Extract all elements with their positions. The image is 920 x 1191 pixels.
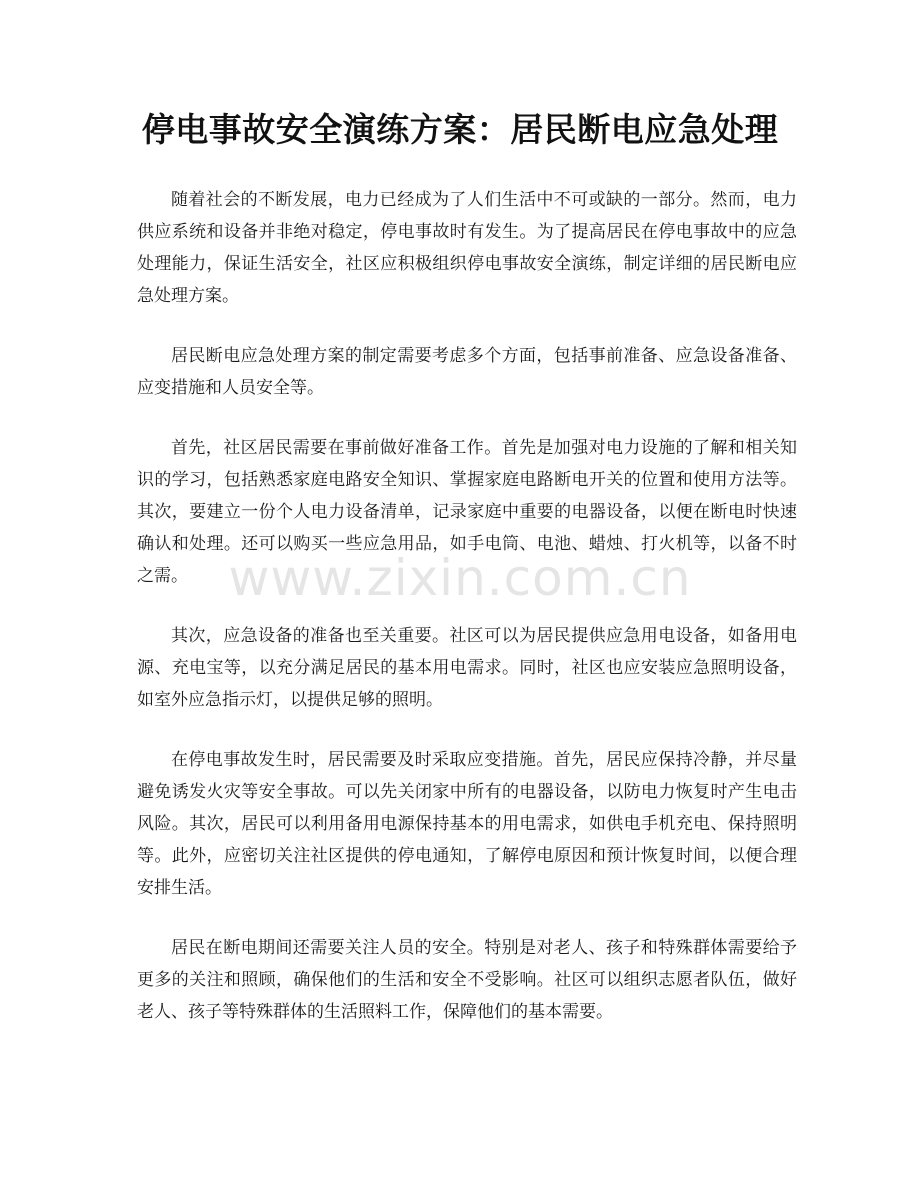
document-title: 停电事故安全演练方案：居民断电应急处理 bbox=[141, 110, 779, 149]
paragraph-6: 居民在断电期间还需要关注人员的安全。特别是对老人、孩子和特殊群体需要给予更多的关注和照顾，确保他们的生活和安全不受影响。社区可以组织志愿者队伍，做好老人、孩子等特殊群体的生活照料工作，保障他们的基本需要。 bbox=[137, 938, 797, 1022]
document-body bbox=[137, 184, 797, 1056]
paragraph-5: 在停电事故发生时，居民需要及时采取应变措施。首先，居民应保持冷静，并尽量避免诱发火灾等安全事故。可以先关闭家中所有的电器设备，以防电力恢复时产生电击风险。其次，居民可以利用备用电源保持基本的用电需求，如供电手机充电、保持照明等。此外，应密切关注社区提供的停电通知，了解停电原因和预计恢复时间，以便合理安排生活。 bbox=[137, 750, 797, 898]
watermark-text: www.zixin.com.cn bbox=[228, 549, 692, 607]
paragraph-4: 其次，应急设备的准备也至关重要。社区可以为居民提供应急用电设备，如备用电源、充电宝等，以充分满足居民的基本用电需求。同时，社区也应安装应急照明设备，如室外应急指示灯，以提供足够的照明。 bbox=[137, 626, 797, 710]
paragraph-3: 首先，社区居民需要在事前做好准备工作。首先是加强对电力设施的了解和相关知识的学习，包括熟悉家庭电路安全知识、掌握家庭电路断电开关的位置和使用方法等。其次，要建立一份个人电力设备清单，记录家庭中重要的电器设备，以便在断电时快速确认和处理。还可以购买一些应急用品，如手电筒、电池、蜡烛、打火机等，以备不时之需。 bbox=[137, 438, 797, 586]
paragraph-2: 居民断电应急处理方案的制定需要考虑多个方面，包括事前准备、应急设备准备、应变措施和人员安全等。 bbox=[137, 346, 797, 398]
paragraph-1: 随着社会的不断发展，电力已经成为了人们生活中不可或缺的一部分。然而，电力供应系统和设备并非绝对稳定，停电事故时有发生。为了提高居民在停电事故中的应急处理能力，保证生活安全，社区应积极组织停电事故安全演练，制定详细的居民断电应急处理方案。 bbox=[137, 190, 797, 306]
